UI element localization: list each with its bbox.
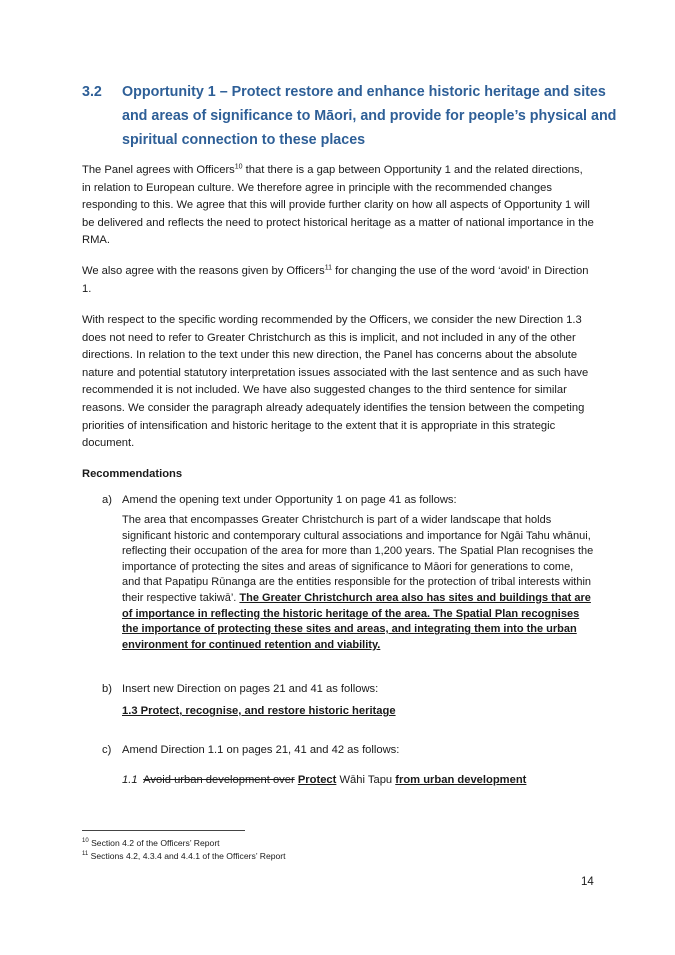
paragraph-2-text-a: We also agree with the reasons given by Officers <box>82 265 325 277</box>
inserted-text-1: Protect <box>297 774 337 786</box>
footnote-11 <box>82 850 286 862</box>
recommendation-a-label: a) <box>102 494 112 506</box>
footnote-10-ref: 10 <box>82 838 89 845</box>
paragraph-2-text-b: for changing the use of the word ‘avoid’ in Direction 1. <box>82 265 589 295</box>
recommendation-b-text: Insert new Direction on pages 21 and 41 as follows: <box>122 683 379 695</box>
recommendation-a-text: Amend the opening text under Opportunity 1 on page 41 as follows: <box>122 494 457 506</box>
footnote-10 <box>82 837 220 849</box>
recommendation-b-label: b) <box>102 683 112 695</box>
page-number: 14 <box>581 876 594 888</box>
footnote-11-text: Sections 4.2, 4.3.4 and 4.4.1 of the Officers’ Report <box>90 851 286 861</box>
plain-text: Wāhi Tapu <box>336 774 396 786</box>
footnote-10-text: Section 4.2 of the Officers’ Report <box>91 838 220 848</box>
footnote-ref-11: 11 <box>324 264 333 272</box>
deleted-text: Avoid urban development over <box>143 774 295 786</box>
paragraph-1-text-b: that there is a gap between Opportunity 1 and the related directions, in relation to European culture. We therefore agree in principle with the recommended changes responding to this. We agree that this will provide further clarity on how all aspects of Opportunity 1 will be delivered and reflects the need to protect historical heritage as a matter of national importance in the RMA. <box>82 164 594 247</box>
inserted-text-2: from urban development <box>395 774 527 786</box>
recommendation-c-text: Amend Direction 1.1 on pages 21, 41 and 42 as follows: <box>122 744 400 756</box>
recommendation-c-label: c) <box>102 744 112 756</box>
paragraph-1-text-a: The Panel agrees with Officers <box>82 164 235 176</box>
recommendation-b-quote: 1.3 Protect, recognise, and restore historic heritage <box>122 705 396 717</box>
quote-inserted-text: The Greater Christchurch area also has sites and buildings that are of importance in reflecting the historic heritage of the area. The Spatial Plan recognises the importance of protecting these sites and areas, and integrating them into the urban environment for continued retention and viability. <box>122 591 591 651</box>
paragraph-3: With respect to the specific wording recommended by the Officers, we consider the new Direction 1.3 does not need to refer to Greater Christchurch as this is implicit, and not included in any of the other directions. In relation to the text under this new direction, the Panel has concerns about the absolute nature and potential statutory interpretation issues associated with the last sentence and as such have recommended it is not included. We have also suggested changes to the third sentence for similar reasons. We consider the paragraph already adequately identifies the tension between the competing priorities of intensification and historic heritage to the extent that it is appropriate in this strategic document. <box>82 314 589 450</box>
direction-number: 1.1 <box>122 774 138 786</box>
section-heading <box>82 80 622 152</box>
paragraph-1 <box>82 162 594 250</box>
section-number: 3.2 <box>82 84 102 100</box>
section-title: Opportunity 1 – Protect restore and enhance historic heritage and sites and areas of significance to Māori, and provide for people’s physical and spiritual connection to these places <box>122 84 617 148</box>
recommendations-heading: Recommendations <box>82 468 183 480</box>
quote-plain-text: The area that encompasses Greater Christchurch is part of a wider landscape that holds significant historic and contemporary cultural associations and importance for Ngāi Tahu whānui, reflecting their occupation of the area for more than 1,200 years. The Spatial Plan recognises the importance of protecting the sites and areas of significance to Māori for generations to come, and that Papatipu Rūnanga are the entities responsible for the protection of tribal interests within their respective takiwā’. <box>122 514 594 604</box>
recommendation-c-quote <box>122 772 594 789</box>
footnote-11-ref: 11 <box>82 851 89 858</box>
paragraph-2 <box>82 263 594 298</box>
footnote-divider <box>82 830 245 831</box>
recommendation-a-quote <box>122 513 594 653</box>
footnote-ref-10: 10 <box>234 163 243 171</box>
